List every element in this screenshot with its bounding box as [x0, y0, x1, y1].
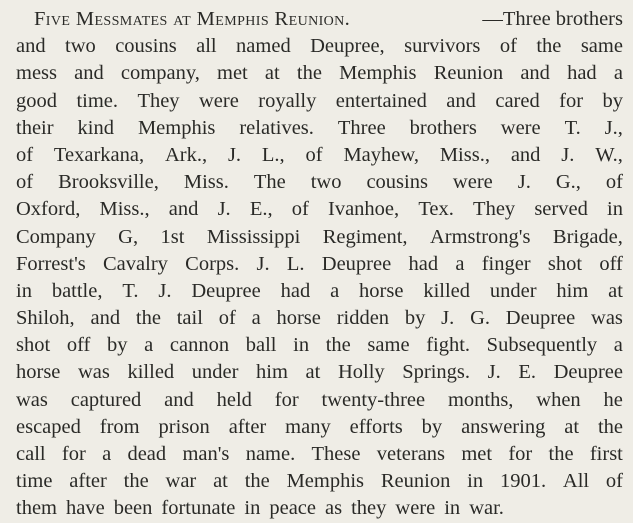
article-word: when — [536, 388, 581, 411]
article-word: was — [16, 388, 48, 411]
article-word: fight. — [426, 334, 471, 357]
article-word: J. — [561, 143, 575, 166]
article-word: Reunion — [433, 62, 504, 85]
article-word: J. — [441, 307, 455, 330]
article-line — [16, 441, 623, 468]
article-word: J., — [604, 116, 623, 139]
article-word: Mississippi — [206, 225, 301, 248]
article-word: for — [61, 443, 86, 465]
article-line — [16, 251, 623, 278]
article-word: J. — [217, 198, 231, 221]
article-word: a — [251, 307, 261, 330]
article-word: killed — [127, 361, 175, 384]
article-word: and — [446, 89, 476, 112]
article-word: fortunate — [161, 497, 236, 520]
article-word: war. — [469, 497, 504, 520]
article-word: were — [395, 497, 436, 520]
article-word: entertained — [335, 89, 427, 112]
article-word: Subsequently — [486, 334, 598, 357]
article-word: call — [16, 443, 46, 465]
article-word: at — [608, 279, 623, 302]
article-line — [16, 414, 623, 441]
article-word: prison — [158, 415, 210, 438]
article-word: battle, — [51, 279, 103, 302]
article-word: as — [325, 497, 343, 520]
article-line — [16, 224, 623, 251]
article-word: Armstrong's — [429, 225, 531, 248]
article-word: They — [473, 198, 516, 221]
article-word: and — [168, 198, 199, 221]
article-word: Ivanhoe, — [328, 198, 400, 221]
article-word: been — [113, 497, 153, 520]
article-word: at — [264, 62, 280, 85]
article-line — [16, 60, 623, 87]
article-word: and — [510, 143, 541, 166]
article-word: Forrest's — [16, 252, 86, 275]
article-word: J. — [487, 361, 501, 384]
article-word: him — [256, 361, 288, 384]
article-word: horse — [16, 361, 61, 384]
article-line — [16, 305, 623, 332]
article-word: of — [16, 143, 34, 166]
article-line — [16, 468, 623, 495]
article-word: and — [164, 388, 194, 411]
article-word: efforts — [349, 415, 403, 438]
article-word: at — [305, 361, 321, 384]
article-word: in — [467, 470, 484, 493]
article-word: peace — [269, 497, 317, 520]
article-word: twenty-three — [321, 388, 426, 411]
article-word: the — [536, 35, 562, 58]
article-word: a — [455, 252, 465, 275]
article-word: Oxford, — [16, 198, 81, 221]
article-word: name. — [245, 443, 296, 465]
article-word: good — [16, 89, 57, 112]
article-word: Cavalry — [103, 252, 168, 275]
article-word: were — [199, 89, 239, 112]
article-word: time — [16, 470, 53, 493]
article-word: they — [351, 497, 387, 520]
article-word: many — [285, 415, 331, 438]
article-word: L. — [286, 252, 305, 275]
article-word: them — [16, 497, 57, 520]
article-word: at — [213, 470, 228, 493]
article-word: Memphis — [339, 62, 417, 85]
article-word: in — [244, 497, 261, 520]
article-word: killed — [423, 279, 470, 302]
article-word: the — [123, 470, 149, 493]
article-word: at — [564, 415, 580, 438]
article-word: shot — [547, 252, 583, 275]
article-word: same — [367, 334, 410, 357]
article-word: months, — [447, 388, 514, 411]
article-paragraph — [16, 6, 623, 523]
article-word: were — [452, 171, 493, 194]
article-word: ridden — [336, 307, 390, 330]
article-word: J. — [256, 252, 270, 275]
article-word: J. — [517, 171, 531, 194]
article-word: answering — [461, 415, 546, 438]
article-word: under — [191, 361, 239, 384]
article-line — [16, 115, 623, 142]
article-word: served — [534, 198, 588, 221]
article-line-1 — [16, 6, 623, 33]
article-word: Brigade, — [552, 225, 623, 248]
article-word: met — [461, 443, 493, 465]
article-word: and — [520, 62, 550, 85]
article-word: kind — [77, 116, 114, 139]
article-word: a — [102, 443, 112, 465]
article-word: Corps. — [185, 252, 240, 275]
article-word: 1901. — [499, 470, 547, 493]
article-word: Holly — [337, 361, 385, 384]
article-word: L., — [261, 143, 285, 166]
article-word: the — [597, 415, 623, 438]
article-word: They — [137, 89, 180, 112]
article-word: horse — [359, 279, 404, 302]
article-word: All — [562, 470, 590, 493]
article-word: of — [16, 171, 34, 194]
article-word: W., — [595, 143, 623, 166]
article-line — [16, 332, 623, 359]
article-word: of — [305, 143, 323, 166]
article-word: of — [218, 307, 236, 330]
article-word: Texarkana, — [53, 143, 145, 166]
article-word: escaped — [16, 415, 81, 438]
article-word: the — [325, 334, 351, 357]
article-word: off — [66, 334, 91, 357]
article-word: and — [16, 35, 46, 58]
article-word: mess — [16, 62, 57, 85]
article-word: These — [311, 443, 361, 465]
article-word: T. — [564, 116, 581, 139]
article-word: Deupree, — [310, 35, 385, 58]
article-line-text: —Three brothers — [482, 8, 623, 30]
article-word: Deupree — [321, 252, 392, 275]
article-word: Tex. — [418, 198, 454, 221]
article-word: cousins — [366, 171, 428, 194]
article-line — [16, 495, 623, 522]
article-word: him — [556, 279, 589, 302]
article-word: two — [65, 35, 96, 58]
article-line — [16, 169, 623, 196]
article-word: a — [613, 62, 623, 85]
article-word: cared — [495, 89, 540, 112]
article-word: of — [605, 470, 623, 493]
article-word: company, — [120, 62, 200, 85]
article-word: Memphis — [137, 116, 216, 139]
article-word: all — [196, 35, 217, 58]
article-word: Miss., — [99, 198, 150, 221]
article-word: of — [499, 35, 517, 58]
article-word: Three — [337, 116, 386, 139]
article-word: The — [253, 171, 286, 194]
article-word: Deupree — [505, 307, 576, 330]
article-line — [16, 33, 623, 60]
article-word: tail — [176, 307, 203, 330]
article-word: and — [74, 62, 104, 85]
article-word: had — [280, 279, 311, 302]
article-word: had — [567, 62, 597, 85]
article-word: in — [293, 334, 310, 357]
article-word: after — [228, 415, 267, 438]
article-word: shot — [16, 334, 51, 357]
article-word: a — [613, 334, 623, 357]
article-word: Springs. — [402, 361, 471, 384]
article-word: G. — [470, 307, 490, 330]
article-word: for — [508, 443, 533, 465]
article-word: after — [69, 470, 107, 493]
article-word: for — [559, 89, 584, 112]
article-word: the — [244, 470, 270, 493]
article-word: under — [489, 279, 537, 302]
article-word: two — [310, 171, 342, 194]
article-line — [16, 359, 623, 386]
article-word: G., — [555, 171, 581, 194]
article-word: held — [216, 388, 252, 411]
article-word: brothers — [409, 116, 477, 139]
article-word: named — [236, 35, 291, 58]
article-line — [16, 88, 623, 115]
article-word: cannon — [169, 334, 230, 357]
article-word: royally — [258, 89, 317, 112]
article-word: 1st — [160, 225, 185, 248]
article-word: of — [291, 198, 309, 221]
article-word: off — [599, 252, 623, 275]
article-word: for — [274, 388, 299, 411]
article-word: Deupree — [553, 361, 623, 384]
article-word: by — [404, 307, 426, 330]
article-word: Deupree — [191, 279, 261, 302]
article-word: by — [107, 334, 128, 357]
article-line — [16, 278, 623, 305]
article-heading: Five Messmates at Memphis Reunion. — [34, 8, 351, 30]
article-word: have — [66, 497, 105, 520]
article-word: survivors — [404, 35, 481, 58]
article-word: captured — [70, 388, 142, 411]
article-word: ball — [245, 334, 277, 357]
article-word: relatives. — [239, 116, 314, 139]
article-word: were — [500, 116, 541, 139]
article-word: the — [135, 307, 161, 330]
article-word: dead — [127, 443, 167, 465]
article-word: Memphis — [286, 470, 365, 493]
article-word: J. — [227, 143, 242, 166]
article-word: E., — [249, 198, 273, 221]
article-word: in — [444, 497, 461, 520]
article-word: in — [16, 279, 32, 302]
article-line — [16, 196, 623, 223]
article-word: same — [580, 35, 623, 58]
article-word: Mayhew, — [343, 143, 419, 166]
article-word: their — [16, 116, 54, 139]
article-word: met — [217, 62, 248, 85]
article-word: Shiloh, — [16, 307, 75, 330]
article-word: time. — [76, 89, 118, 112]
article-word: Miss. — [183, 171, 229, 194]
article-word: he — [603, 388, 623, 411]
article-word: E. — [518, 361, 536, 384]
article-word: had — [408, 252, 439, 275]
article-word: horse — [276, 307, 321, 330]
article-word: was — [78, 361, 110, 384]
article-word: by — [602, 89, 623, 112]
article-word: a — [144, 334, 154, 357]
article-line — [16, 387, 623, 414]
article-word: Ark., — [164, 143, 208, 166]
article-word: a — [330, 279, 340, 302]
article-word: was — [591, 307, 623, 330]
article-word: Brooksville, — [58, 171, 159, 194]
article-word: Miss., — [439, 143, 490, 166]
article-word: Company — [16, 225, 96, 248]
article-word: and — [90, 307, 121, 330]
article-word: veterans — [376, 443, 446, 465]
article-word: the — [296, 62, 322, 85]
article-word: cousins — [115, 35, 177, 58]
article-word: of — [605, 171, 623, 194]
article-word: man's — [182, 443, 230, 465]
article-line — [16, 142, 623, 169]
article-word: by — [421, 415, 443, 438]
article-word: J. — [158, 279, 172, 302]
article-word: first — [589, 443, 623, 465]
article-word: T. — [122, 279, 139, 302]
article-word: the — [548, 443, 574, 465]
article-word: from — [99, 415, 140, 438]
article-word: G, — [118, 225, 139, 248]
article-word: Regiment, — [322, 225, 408, 248]
article-word: war — [165, 470, 197, 493]
article-word: finger — [481, 252, 531, 275]
article-word: Reunion — [380, 470, 451, 493]
article-word: in — [607, 198, 623, 221]
